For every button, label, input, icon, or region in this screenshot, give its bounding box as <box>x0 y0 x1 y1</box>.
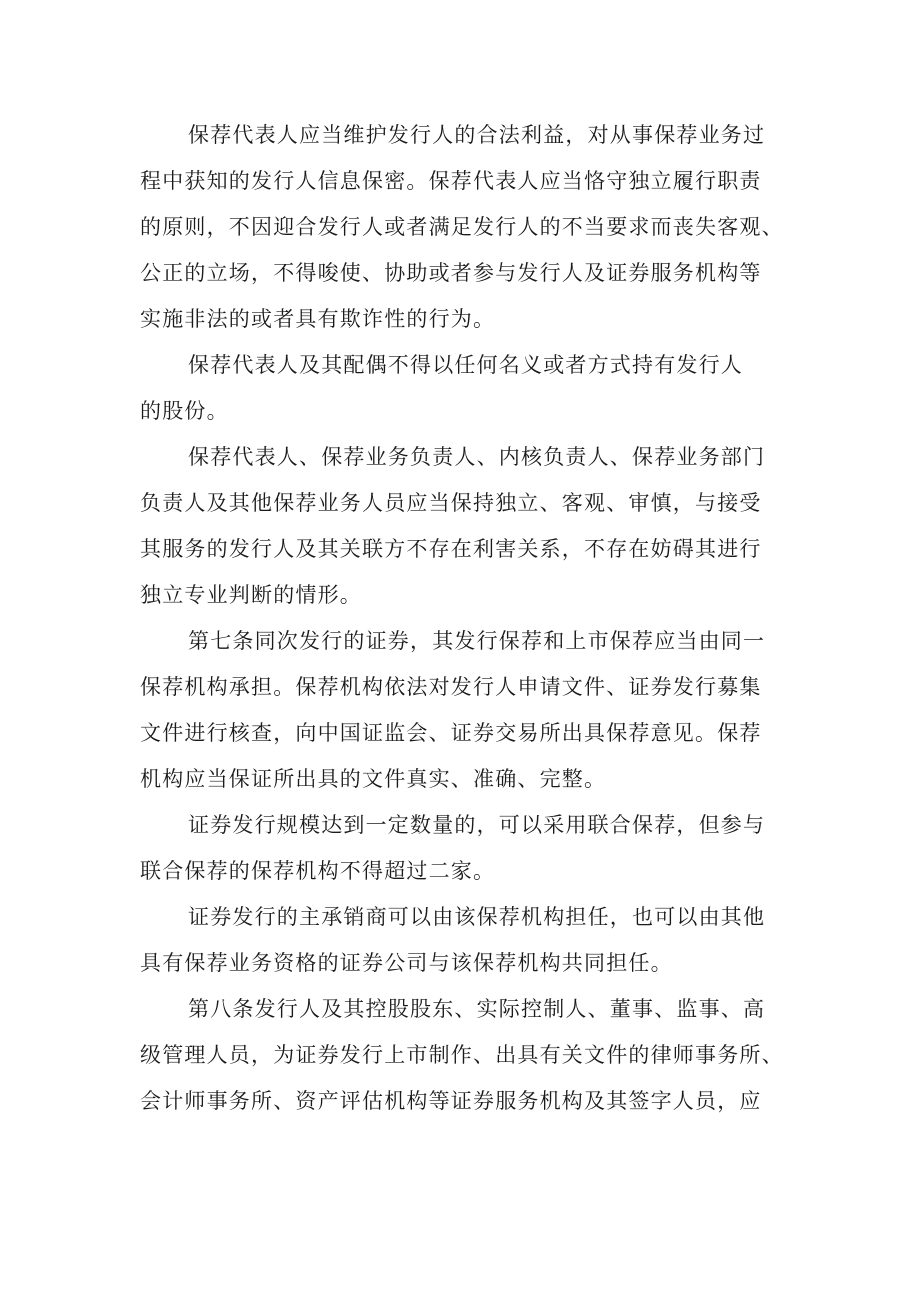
paragraph-line: 具有保荐业务资格的证券公司与该保荐机构共同担任。 <box>140 951 673 975</box>
paragraph-4-article-7 <box>140 618 812 802</box>
paragraph-2 <box>140 342 812 434</box>
paragraph-1 <box>140 112 812 342</box>
paragraph-line: 独立专业判断的情形。 <box>140 583 362 607</box>
paragraph-line: 第八条发行人及其控股股东、实际控制人、董事、监事、高 <box>188 997 766 1021</box>
paragraph-5 <box>140 802 812 894</box>
paragraph-line: 负责人及其他保荐业务人员应当保持独立、客观、审慎，与接受 <box>140 491 762 515</box>
paragraph-line: 联合保荐的保荐机构不得超过二家。 <box>140 859 496 883</box>
paragraph-line: 保荐代表人应当维护发行人的合法利益，对从事保荐业务过 <box>188 123 766 147</box>
paragraph-line: 程中获知的发行人信息保密。保荐代表人应当恪守独立履行职责 <box>140 169 762 193</box>
paragraph-3 <box>140 434 812 618</box>
paragraph-line: 第七条同次发行的证券，其发行保荐和上市保荐应当由同一 <box>188 629 766 653</box>
paragraph-line: 公正的立场，不得唆使、协助或者参与发行人及证券服务机构等 <box>140 261 762 285</box>
paragraph-6 <box>140 894 812 986</box>
paragraph-line: 证券发行规模达到一定数量的，可以采用联合保荐，但参与 <box>188 813 766 837</box>
paragraph-line: 的原则，不因迎合发行人或者满足发行人的不当要求而丧失客观、 <box>140 215 784 239</box>
paragraph-line: 保荐代表人、保荐业务负责人、内核负责人、保荐业务部门 <box>188 445 766 469</box>
paragraph-line: 文件进行核查，向中国证监会、证券交易所出具保荐意见。保荐 <box>140 721 762 745</box>
paragraph-line: 保荐代表人及其配偶不得以任何名义或者方式持有发行人 <box>188 353 743 377</box>
paragraph-line: 证券发行的主承销商可以由该保荐机构担任，也可以由其他 <box>188 905 766 929</box>
paragraph-line: 其服务的发行人及其关联方不存在利害关系，不存在妨碍其进行 <box>140 537 762 561</box>
paragraph-line: 的股份。 <box>140 399 229 423</box>
paragraph-line: 级管理人员，为证券发行上市制作、出具有关文件的律师事务所、 <box>140 1043 784 1067</box>
document-body <box>140 112 812 1124</box>
paragraph-line: 会计师事务所、资产评估机构等证券服务机构及其签字人员，应 <box>140 1089 762 1113</box>
paragraph-line: 机构应当保证所出具的文件真实、准确、完整。 <box>140 767 607 791</box>
paragraph-7-article-8 <box>140 986 812 1124</box>
paragraph-line: 保荐机构承担。保荐机构依法对发行人申请文件、证券发行募集 <box>140 675 762 699</box>
paragraph-line: 实施非法的或者具有欺诈性的行为。 <box>140 307 496 331</box>
